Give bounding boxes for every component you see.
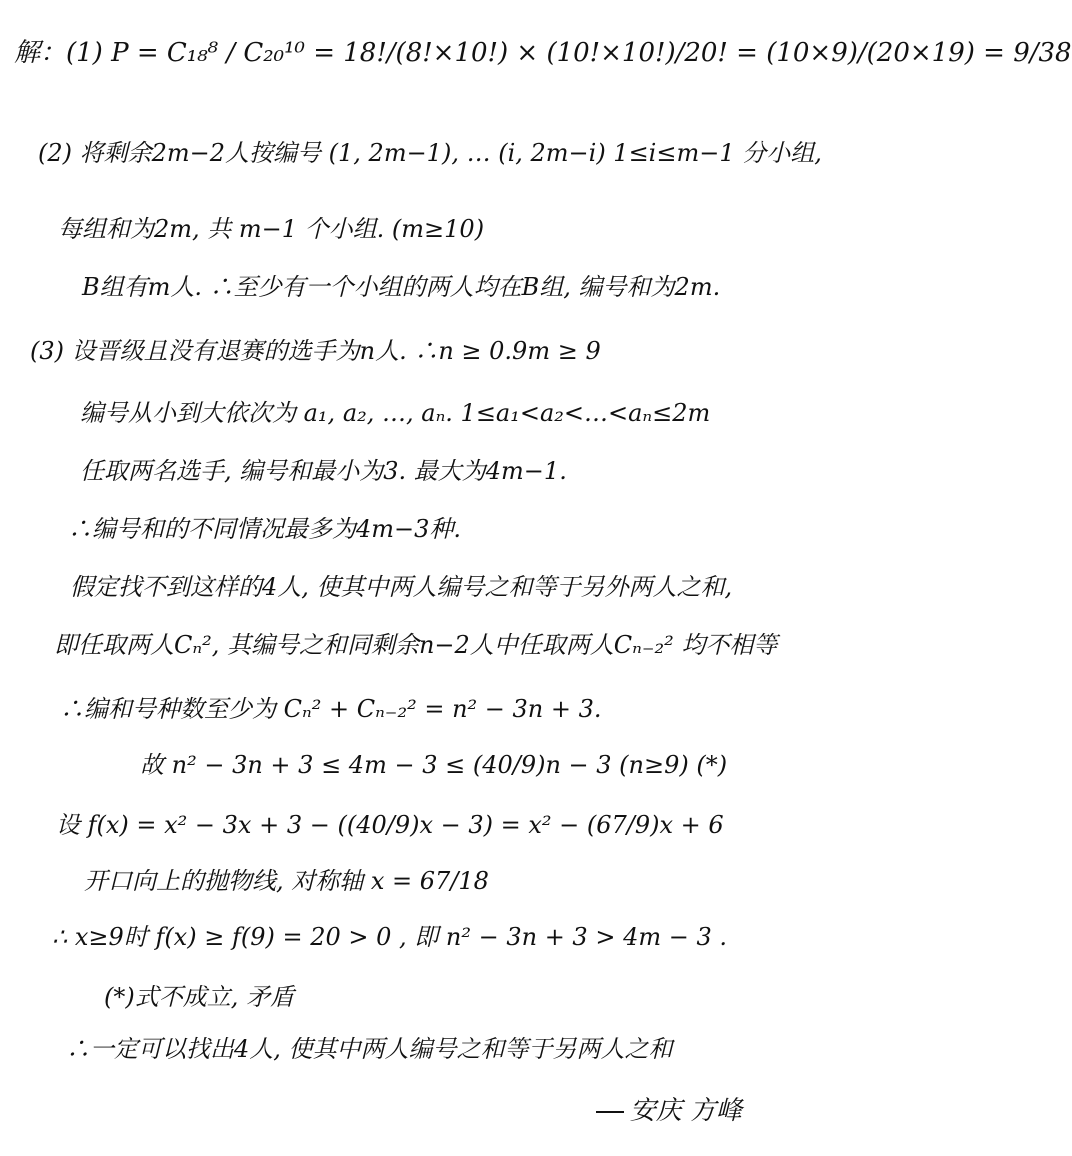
part3-min-count-line: ∴编和号种数至少为 Cₙ² + Cₙ₋₂² = n² − 3n + 3. [60,695,602,723]
part3-setup-line: (3) 设晋级且没有退赛的选手为n人. ∴n ≥ 0.9m ≥ 9 [30,337,601,365]
part2-group-count-line: 每组和为2m, 共 m−1 个小组. (m≥10) [58,215,485,243]
part3-assumption-line: 假定找不到这样的4人, 使其中两人编号之和等于另外两人之和, [70,573,733,601]
part2-grouping-line: (2) 将剩余2m−2人按编号 (1, 2m−1), … (i, 2m−i) 1≤i≤m−1 分小组, [38,139,822,167]
part3-sum-count-line: ∴编号和的不同情况最多为4m−3种. [68,515,462,543]
signature-text: 安庆 方峰 [629,1096,742,1126]
part3-inequality-line: 故 n² − 3n + 3 ≤ 4m − 3 ≤ (40/9)n − 3 (n≥9) (*) [140,751,728,779]
part3-sum-range-line: 任取两名选手, 编号和最小为3. 最大为4m−1. [80,457,567,485]
part3-function-line: 设 f(x) = x² − 3x + 3 − ((40/9)x − 3) = x² − (67/9)x + 6 [56,811,724,839]
part3-ordering-line: 编号从小到大依次为 a₁, a₂, …, aₙ. 1≤a₁<a₂<…<aₙ≤2m [80,399,711,427]
signature-dash [596,1111,624,1113]
author-signature [596,1090,742,1127]
part2-conclusion-line: B组有m人. ∴至少有一个小组的两人均在B组, 编号和为2m. [82,273,721,301]
part3-final-conclusion-line: ∴一定可以找出4人, 使其中两人编号之和等于另两人之和 [66,1035,673,1063]
part1-probability-line: 解：(1) P = C₁₈⁸ / C₂₀¹⁰ = 18!/(8!×10!) × (10!×10!)/20! = (10×9)/(20×19) = 9/38 [14,38,1072,68]
part3-parabola-line: 开口向上的抛物线, 对称轴 x = 67/18 [84,867,489,895]
part3-contradiction-line: (*)式不成立, 矛盾 [104,983,294,1011]
part3-evaluation-line: ∴ x≥9时 f(x) ≥ f(9) = 20 > 0 , 即 n² − 3n + 3 > 4m − 3 . [52,923,727,951]
part3-pairs-line: 即任取两人Cₙ², 其编号之和同剩余n−2人中任取两人Cₙ₋₂² 均不相等 [54,631,778,659]
